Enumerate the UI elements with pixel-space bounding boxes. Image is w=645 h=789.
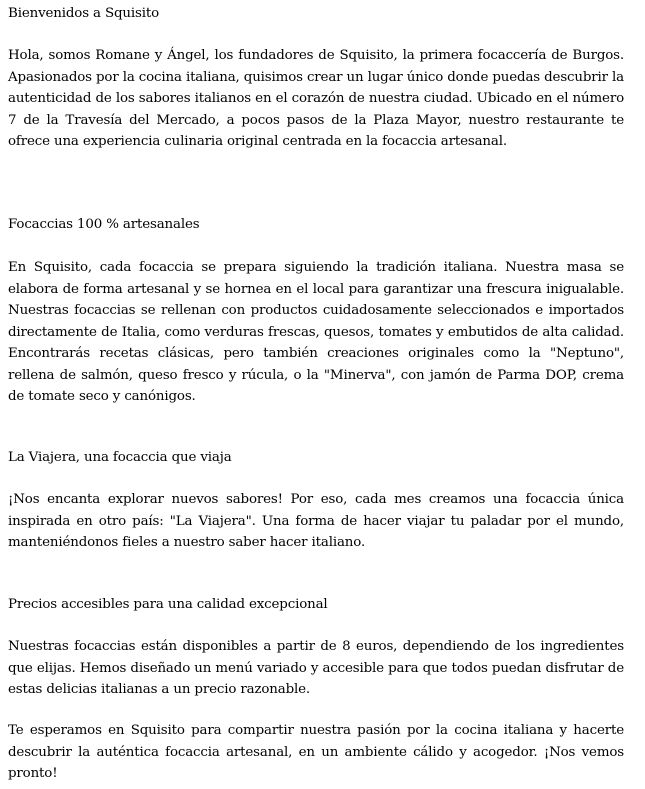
intro-paragraph: Hola, somos Romane y Ángel, los fundadores de Squisito, la primera focaccería de Burgos. Apasionados por la cocina italiana, quisimos crear un lugar único donde puedas descubrir la autenticidad de los sabores italianos en el corazón de nuestra ciudad. Ubicado en el número 7 de la Travesía del Mercado, a pocos pasos de la Plaza Mayor, nuestro restaurante te ofrece una experiencia culinaria original centrada en la focaccia artesanal. [8,48,624,149]
section-heading-artesanales: Focaccias 100 % artesanales [8,217,200,232]
section-heading-viajera: La Viajera, una focaccia que viaja [8,450,232,465]
section-body-viajera: ¡Nos encanta explorar nuevos sabores! Por eso, cada mes creamos una focaccia única inspirada en otro país: "La Viajera". Una forma de hacer viajar tu paladar por el mundo, manteniéndonos fieles a nuestro saber hacer italiano. [8,492,624,550]
section-body-artesanales: En Squisito, cada focaccia se prepara siguiendo la tradición italiana. Nuestra masa se elabora de forma artesanal y se hornea en el local para garantizar una frescura inigualable. Nuestras focaccias se rellenan con productos cuidadosamente seleccionados e importados directamente de Italia, como verduras frescas, quesos, tomates y embutidos de alta calidad. Encontrarás recetas clásicas, pero también creaciones originales como la "Neptuno", rellena de salmón, queso fresco y rúcula, o la "Minerva", con jamón de Parma DOP, crema de tomate seco y canónigos. [8,260,624,404]
page-title: Bienvenidos a Squisito [8,6,160,21]
section-heading-precios: Precios accesibles para una calidad excepcional [8,597,328,612]
closing-paragraph: Te esperamos en Squisito para compartir nuestra pasión por la cocina italiana y hacerte descubrir la auténtica focaccia artesanal, en un ambiente cálido y acogedor. ¡Nos vemos pronto! [8,723,624,781]
section-body-precios: Nuestras focaccias están disponibles a partir de 8 euros, dependiendo de los ingredientes que elijas. Hemos diseñado un menú variado y accesible para que todos puedan disfrutar de estas delicias italianas a un precio razonable. [8,639,624,697]
